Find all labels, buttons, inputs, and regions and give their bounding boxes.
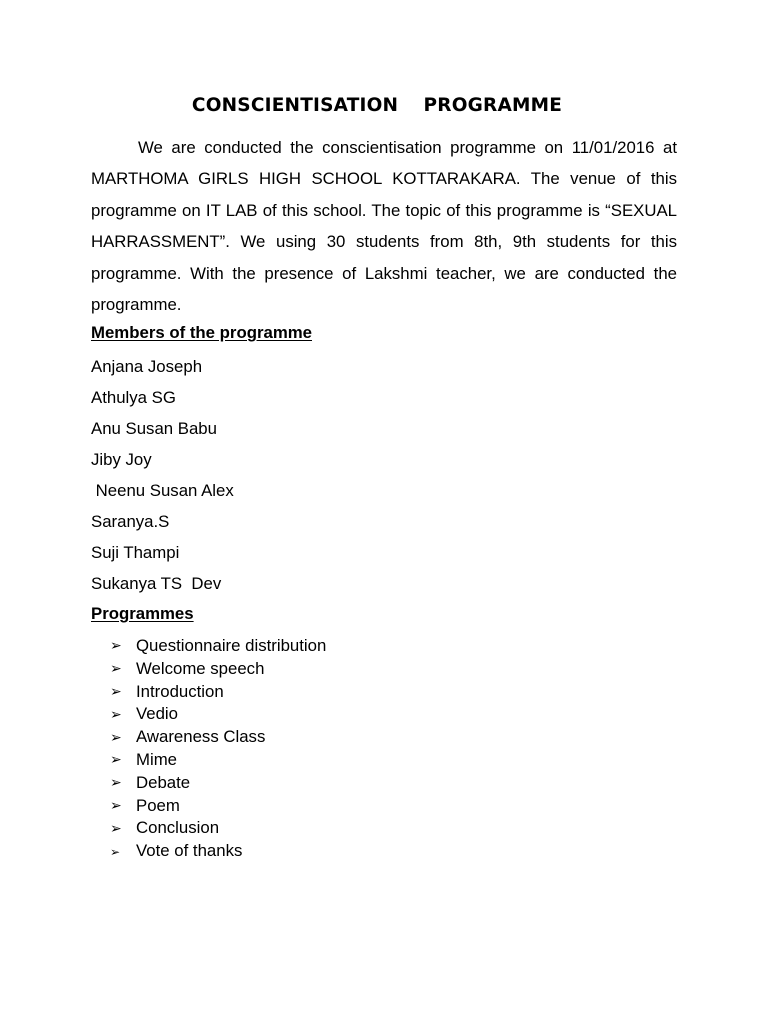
programme-label: Introduction xyxy=(136,681,224,701)
programme-item xyxy=(110,658,326,681)
member-item: Suji Thampi xyxy=(91,543,180,562)
programme-label: Questionnaire distribution xyxy=(136,636,327,655)
programme-label: Awareness Class xyxy=(136,727,266,747)
programme-item xyxy=(110,817,326,840)
programme-label: Conclusion xyxy=(136,818,220,838)
member-item: Saranya.S xyxy=(91,512,170,531)
member-item: Neenu Susan Alex xyxy=(91,481,234,500)
arrowhead-bullet-icon: ➢ xyxy=(110,844,121,859)
member-item: Anu Susan Babu xyxy=(91,419,217,438)
document-title: CONSCIENTISATION PROGRAMME xyxy=(191,95,563,116)
programme-item xyxy=(110,840,326,863)
members-list xyxy=(91,351,234,599)
programme-label: Vedio xyxy=(136,704,178,724)
arrowhead-bullet-icon: ➢ xyxy=(110,683,122,700)
member-item: Athulya SG xyxy=(91,388,176,407)
programme-item xyxy=(110,681,326,704)
programme-label: Debate xyxy=(136,772,191,792)
programme-item xyxy=(110,726,326,749)
arrowhead-bullet-icon: ➢ xyxy=(110,729,122,746)
arrowhead-bullet-icon: ➢ xyxy=(110,775,122,792)
programme-label: Welcome speech xyxy=(136,658,265,678)
programme-label: Mime xyxy=(136,749,178,769)
programmes-heading: Programmes xyxy=(91,604,194,623)
members-heading: Members of the programme xyxy=(91,323,312,342)
arrowhead-bullet-icon: ➢ xyxy=(110,706,122,723)
programme-item xyxy=(110,635,326,658)
arrowhead-bullet-icon: ➢ xyxy=(110,752,122,769)
programme-item xyxy=(110,795,326,818)
programme-item xyxy=(110,772,326,795)
member-item: Anjana Joseph xyxy=(91,357,203,376)
programmes-list xyxy=(110,635,326,863)
arrowhead-bullet-icon: ➢ xyxy=(110,820,122,837)
programme-label: Poem xyxy=(136,795,180,815)
programme-item xyxy=(110,749,326,772)
member-item: Sukanya TS Dev xyxy=(91,574,222,593)
programme-label: Vote of thanks xyxy=(136,841,243,861)
arrowhead-bullet-icon: ➢ xyxy=(110,797,122,814)
intro-paragraph: We are conducted the conscientisation programme on 11/01/2016 at MARTHOMA GIRLS HIGH SCHOOL KOTTARAKARA. The venue of this programme on IT LAB of this school. The topic of this programme is “SEXUAL HARRASSMENT”. We using 30 students from 8th, 9th students for this programme. With the presence of Lakshmi teacher, we are conducted the programme. xyxy=(91,138,677,315)
programme-item xyxy=(110,703,326,726)
arrowhead-bullet-icon: ➢ xyxy=(110,661,122,678)
arrowhead-bullet-icon: ➢ xyxy=(110,638,122,655)
member-item: Jiby Joy xyxy=(91,450,152,469)
